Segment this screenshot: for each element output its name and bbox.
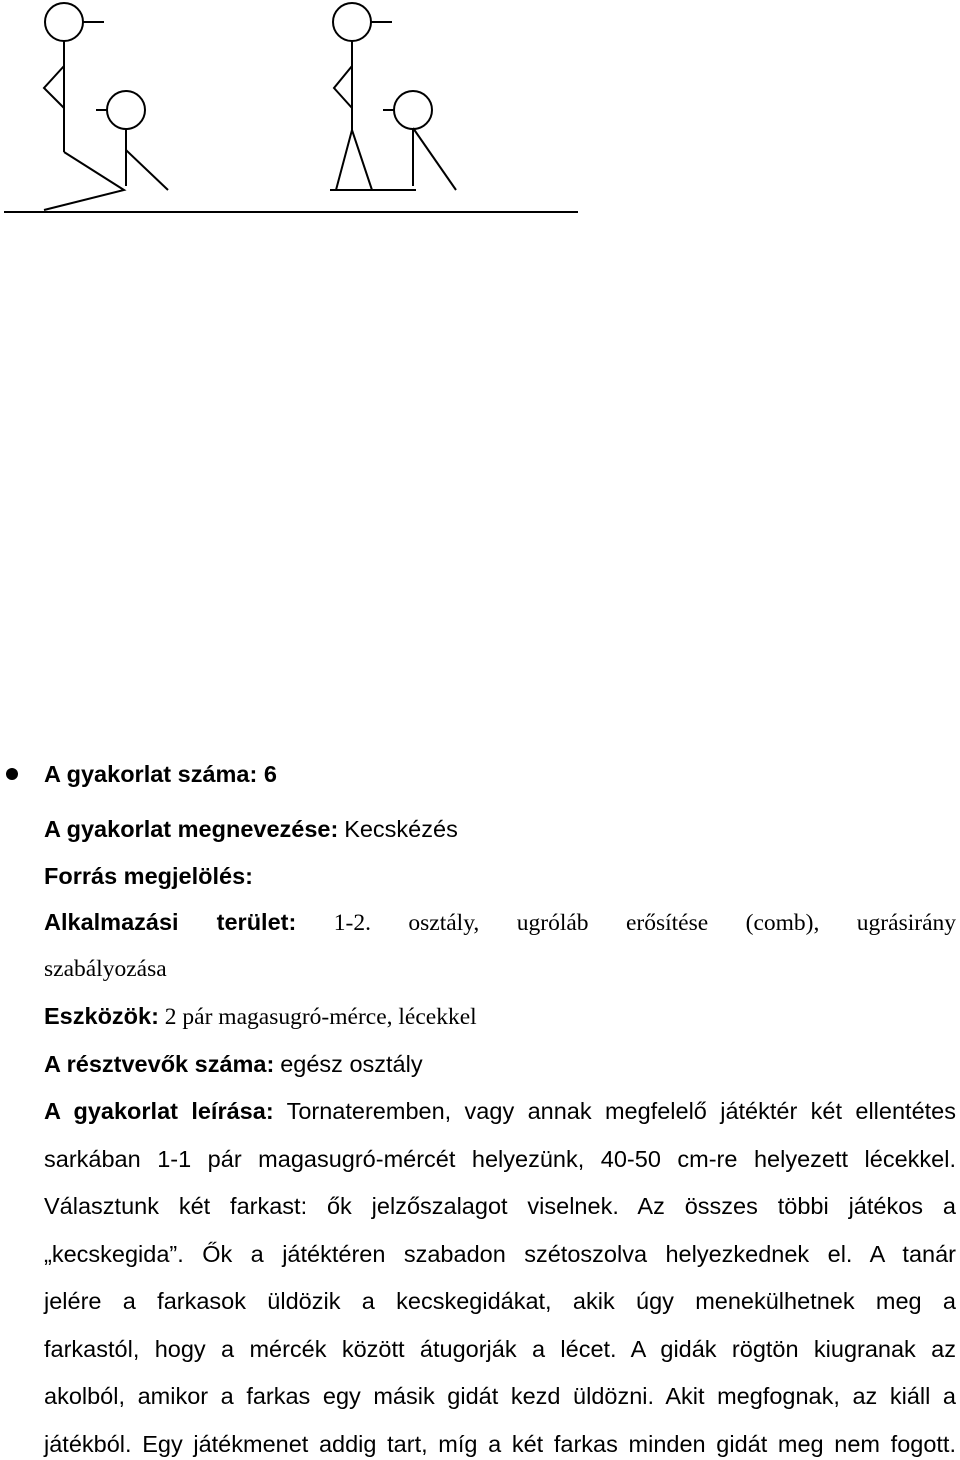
description-line-8: játékból. Egy játékmenet addig tart, míg a két farkas minden gidát meg nem fogott. — [44, 1431, 956, 1457]
application-area-continuation: szabályozása — [44, 956, 167, 982]
description-line-6: farkastól, hogy a mércék között átugorják a lécet. A gidák rögtön kiugranak az — [44, 1336, 956, 1362]
description-line-7: akolból, amikor a farkas egy másik gidát kezd üldözni. Akit megfognak, az kiáll a — [44, 1383, 956, 1409]
equipment-label: Eszközök: — [44, 1003, 159, 1029]
equipment-line — [44, 1002, 477, 1031]
description-label: A gyakorlat leírása: — [44, 1098, 274, 1124]
bullet-point — [6, 768, 18, 780]
description-line-4: „kecskegida”. Ők a játéktéren szabadon szétoszolva helyezkednek el. A tanár — [44, 1241, 956, 1267]
description-line-2: sarkában 1-1 pár magasugró-mércét helyezünk, 40-50 cm-re helyezett lécekkel. — [44, 1146, 956, 1172]
application-area-line — [44, 908, 956, 937]
exercise-number-line — [44, 760, 277, 788]
exercise-number-value: 6 — [263, 761, 277, 787]
application-area-label: Alkalmazási terület: — [44, 909, 297, 935]
application-area-value: 1-2. osztály, ugróláb erősítése (comb), ugrásirány — [333, 910, 956, 936]
exercise-name-label: A gyakorlat megnevezése: — [44, 816, 339, 842]
participants-line — [44, 1050, 423, 1079]
equipment-value: 2 pár magasugró-mérce, lécekkel — [164, 1004, 477, 1030]
exercise-name-value: Kecskézés — [344, 816, 458, 842]
description-text-1: Tornateremben, vagy annak megfelelő játéktér két ellentétes — [286, 1098, 956, 1124]
description-line-1 — [44, 1097, 956, 1125]
description-line-5: jelére a farkasok üldözik a kecskegidákat, akik úgy menekülhetnek meg a — [44, 1288, 956, 1314]
participants-label: A résztvevők száma: — [44, 1051, 275, 1077]
exercise-number-label: A gyakorlat száma: — [44, 761, 258, 787]
description-line-3: Választunk két farkast: ők jelzőszalagot viselnek. Az összes többi játékos a — [44, 1193, 956, 1219]
exercise-name-line — [44, 815, 458, 844]
source-label: Forrás megjelölés: — [44, 863, 253, 889]
participants-value: egész osztály — [280, 1051, 423, 1077]
